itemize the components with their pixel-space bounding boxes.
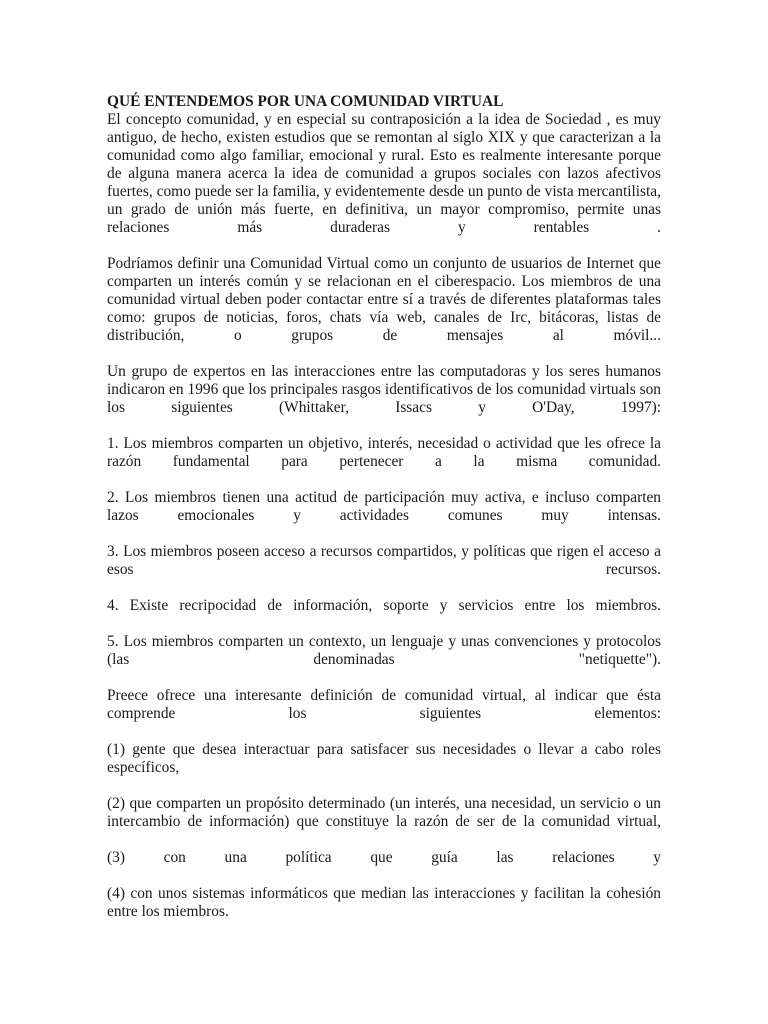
list-item-rasgo-4: 4. Existe recripocidad de información, soporte y servicios entre los miembros. bbox=[107, 597, 661, 614]
list-item-rasgo-2: 2. Los miembros tienen una actitud de participación muy activa, e incluso comparten lazos emocionales y actividades comunes muy intensas. bbox=[107, 489, 661, 524]
list-item-rasgo-1: 1. Los miembros comparten un objetivo, interés, necesidad o actividad que les ofrece la razón fundamental para pertenecer a la misma comunidad. bbox=[107, 435, 661, 470]
paragraph-grupo-expertos: Un grupo de expertos en las interacciones entre las computadoras y los seres humanos indicaron en 1996 que los principales rasgos identificativos de los comunidad virtuals son los siguientes (Whittaker, Issacs y O'Day, 1997): bbox=[107, 363, 661, 416]
document-page bbox=[107, 93, 661, 939]
paragraph-preece: Preece ofrece una interesante definición de comunidad virtual, al indicar que ésta comprende los siguientes elementos: bbox=[107, 687, 661, 722]
paragraph-definicion-comunidad-virtual: Podríamos definir una Comunidad Virtual como un conjunto de usuarios de Internet que comparten un interés común y se relacionan en el ciberespacio. Los miembros de una comunidad virtual deben poder contactar entre sí a través de diferentes plataformas tales como: grupos de noticias, foros, chats vía web, canales de Irc, bitácoras, listas de distribución, o grupos de mensajes al móvil... bbox=[107, 255, 661, 344]
list-item-rasgo-5: 5. Los miembros comparten un contexto, un lenguaje y unas convenciones y protocolos (las denominadas "netiquette"). bbox=[107, 633, 661, 668]
list-item-elemento-1: (1) gente que desea interactuar para satisfacer sus necesidades o llevar a cabo roles específicos, bbox=[107, 741, 661, 776]
list-item-elemento-4: (4) con unos sistemas informáticos que median las interacciones y facilitan la cohesión entre los miembros. bbox=[107, 885, 661, 920]
list-item-elemento-3: (3) con una política que guía las relaciones y bbox=[107, 849, 661, 866]
list-item-rasgo-3: 3. Los miembros poseen acceso a recursos compartidos, y políticas que rigen el acceso a esos recursos. bbox=[107, 543, 661, 578]
paragraph-concepto-comunidad: El concepto comunidad, y en especial su contraposición a la idea de Sociedad , es muy antiguo, de hecho, existen estudios que se remontan al siglo XIX y que caracterizan a la comunidad como algo familiar, emocional y rural. Esto es realmente interesante porque de alguna manera acerca la idea de comunidad a grupos sociales con lazos afectivos fuertes, como puede ser la familia, y evidentemente desde un punto de vista mercantilista, un grado de unión más fuerte, en definitiva, un mayor compromiso, permite unas relaciones más duraderas y rentables . bbox=[107, 111, 661, 236]
document-title: QUÉ ENTENDEMOS POR UNA COMUNIDAD VIRTUAL bbox=[107, 93, 504, 110]
list-item-elemento-2: (2) que comparten un propósito determinado (un interés, una necesidad, un servicio o un intercambio de información) que constituye la razón de ser de la comunidad virtual, bbox=[107, 795, 661, 830]
